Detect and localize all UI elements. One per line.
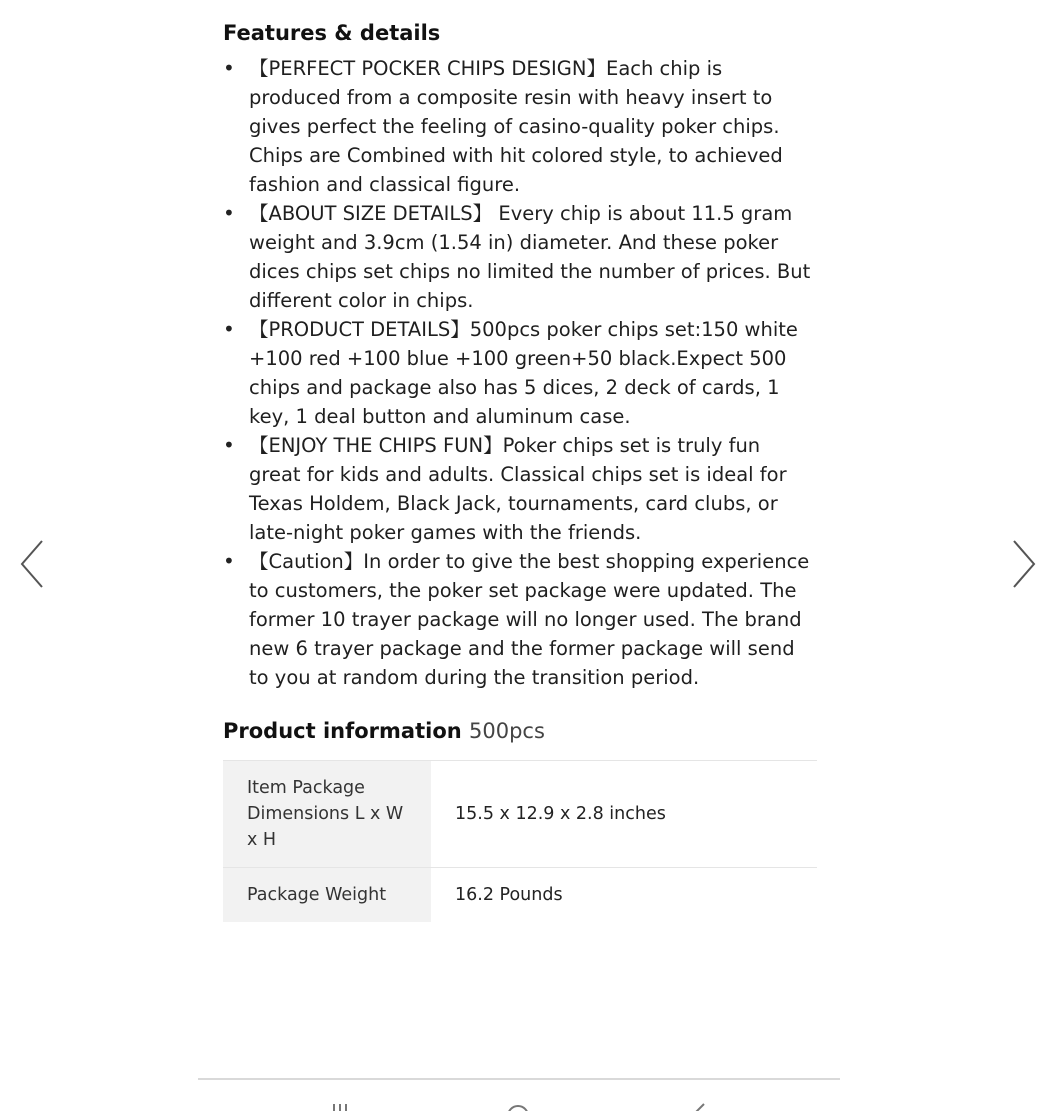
back-button[interactable] [688,1100,712,1111]
table-row [223,868,817,923]
table-value: 16.2 Pounds [431,868,817,923]
chevron-right-icon [1008,538,1038,590]
product-variant: 500pcs [469,719,545,743]
feature-bullet: • 【ABOUT SIZE DETAILS】 Every chip is about 11.5 gram weight and 3.9cm (1.54 in) diameter. And these poker dices chips set chips no limited the number of prices. But different color in chips. [249,199,823,315]
home-icon [506,1100,530,1111]
feature-bullet: • 【PRODUCT DETAILS】500pcs poker chips set:150 white +100 red +100 blue +100 green+50 black.Expect 500 chips and package also has 5 dices, 2 deck of cards, 1 key, 1 deal button and aluminum case. [249,315,823,431]
table-value: 15.5 x 12.9 x 2.8 inches [431,761,817,868]
features-title: Features & details [223,21,441,45]
table-row [223,761,817,868]
table-key: Package Weight [223,868,431,923]
product-info-heading: Product information [223,719,462,743]
features-list [223,54,823,692]
table-key: Item Package Dimensions L x W x H [223,761,431,868]
chevron-left-icon [18,538,48,590]
recents-button[interactable] [328,1100,352,1111]
previous-image-button[interactable] [18,538,48,590]
recents-icon [328,1100,352,1111]
product-info-title [223,716,823,746]
product-info-table [223,760,817,922]
product-description [223,18,823,922]
next-image-button[interactable] [1008,538,1038,590]
back-icon [688,1100,712,1111]
system-navigation-bar [198,1078,840,1111]
feature-bullet: • 【ENJOY THE CHIPS FUN】Poker chips set is truly fun great for kids and adults. Classical chips set is ideal for Texas Holdem, Black Jack, tournaments, card clubs, or late-night poker games with the friends. [249,431,823,547]
home-button[interactable] [506,1100,530,1111]
feature-bullet: • 【PERFECT POCKER CHIPS DESIGN】Each chip is produced from a composite resin with heavy insert to gives perfect the feeling of casino-quality poker chips. Chips are Combined with hit colored style, to achieved fashion and classical figure. [249,54,823,199]
feature-bullet: • 【Caution】In order to give the best shopping experience to customers, the poker set package were updated. The former 10 trayer package will no longer used. The brand new 6 trayer package and the former package will send to you at random during the transition period. [249,547,823,692]
